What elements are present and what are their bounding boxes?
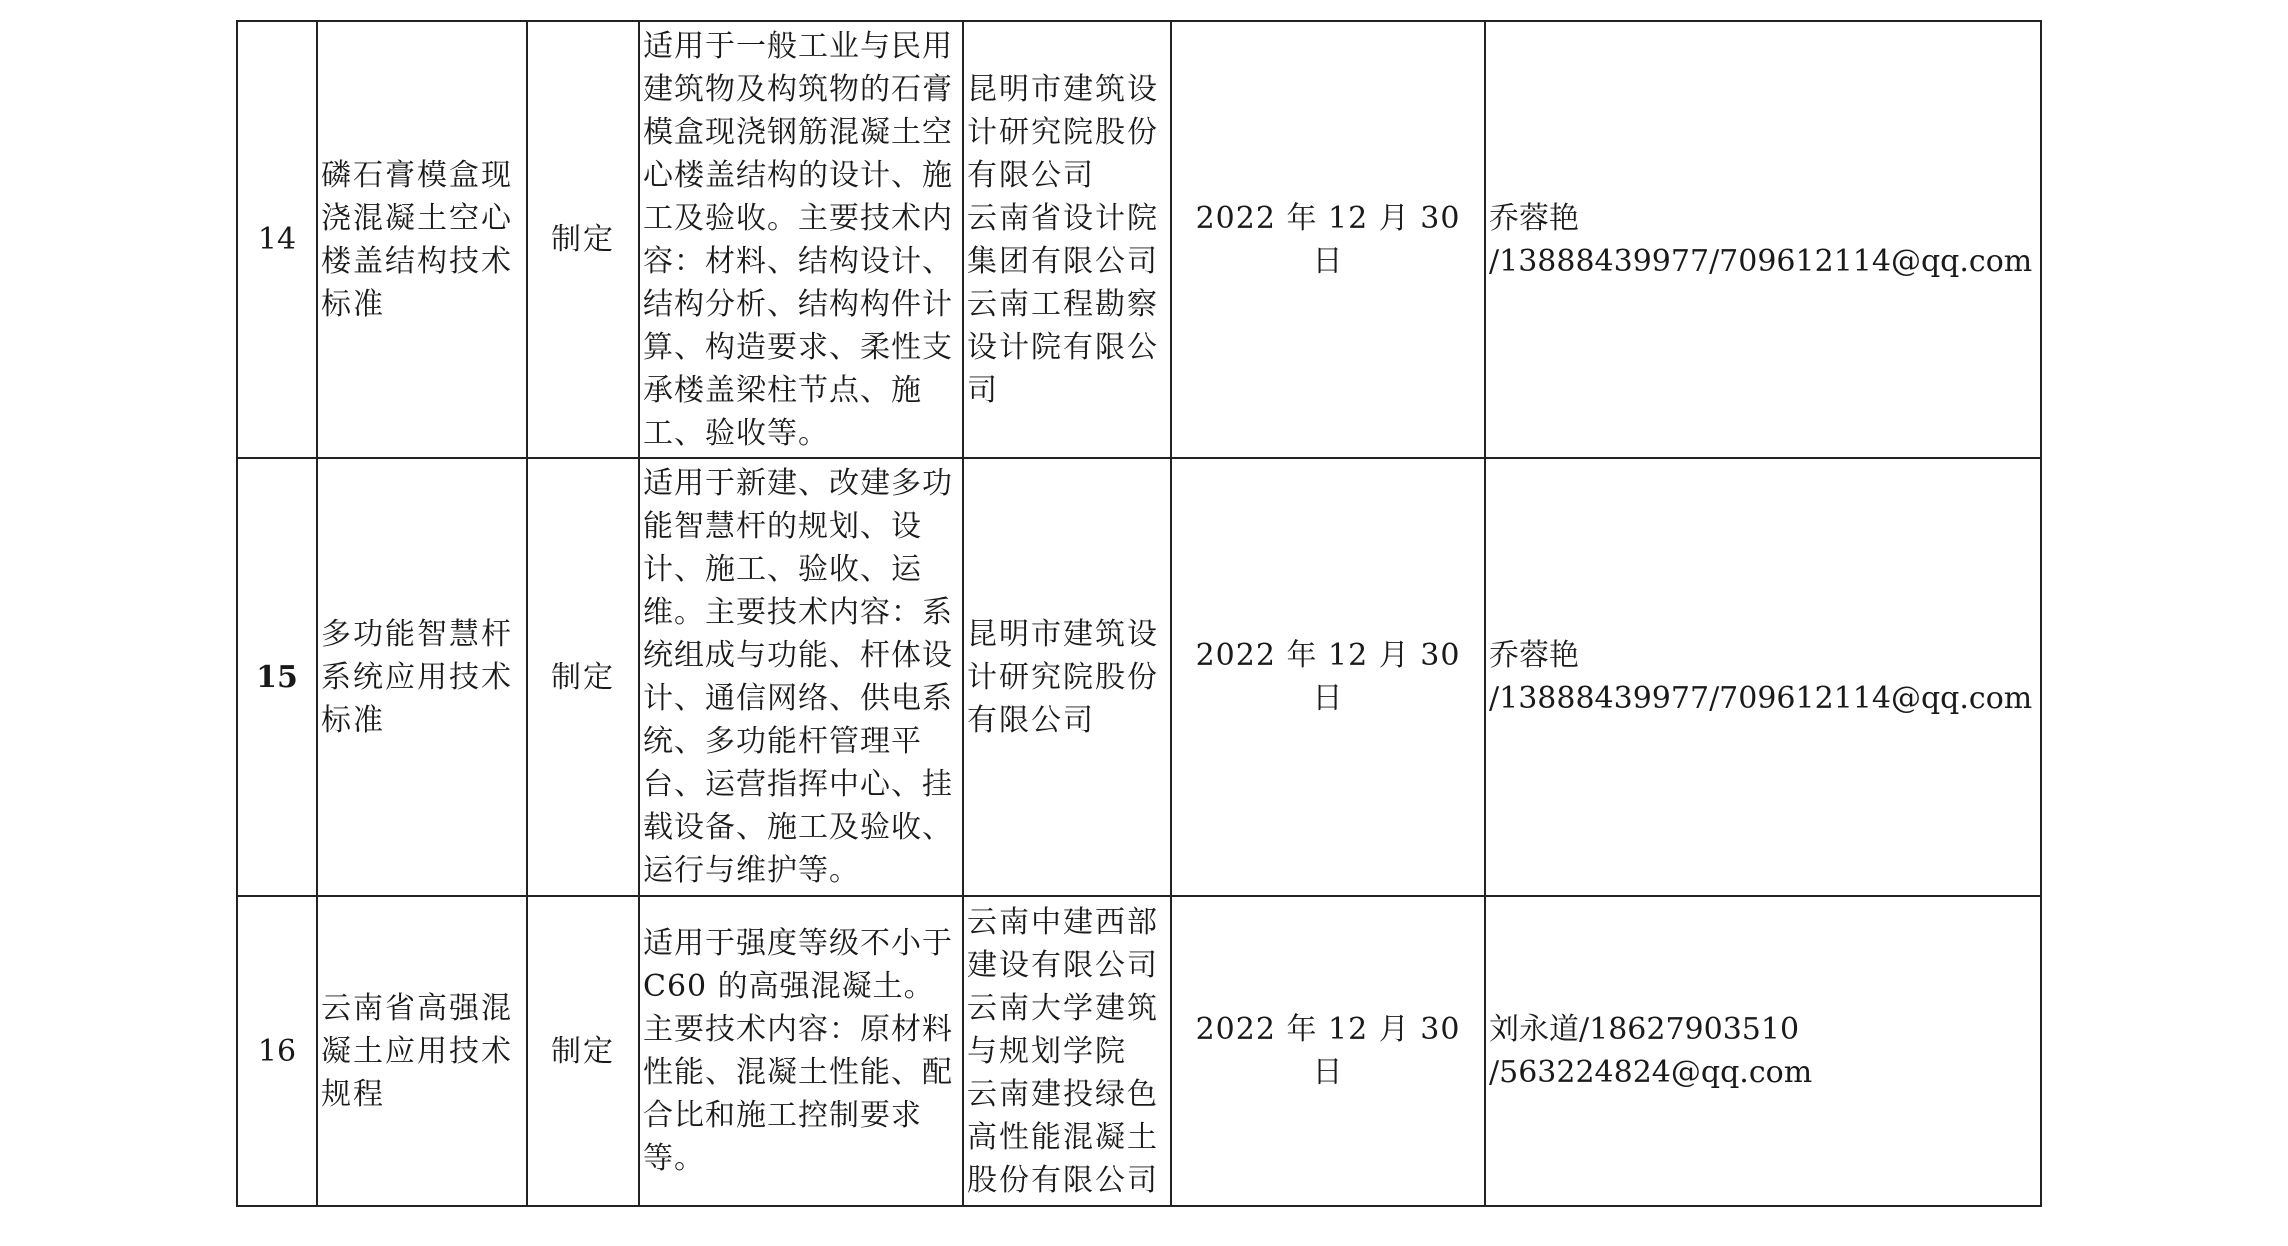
drafting-unit: 云南建投绿色高性能混凝土股份有限公司: [967, 1076, 1159, 1198]
drafting-unit: 云南中建西部建设有限公司: [967, 904, 1159, 983]
contact-info: [1485, 21, 2041, 458]
completion-date: 2022 年 12 月 30 日: [1171, 458, 1485, 896]
completion-date: 2022 年 12 月 30 日: [1171, 896, 1485, 1206]
drafting-unit: 云南工程勘察设计院有限公司: [967, 286, 1159, 408]
scope-description: 适用于强度等级不小于 C60 的高强混凝土。主要技术内容：原材料性能、混凝土性能、配合比和施工控制要求等。: [639, 896, 963, 1206]
work-type: 制定: [527, 21, 639, 458]
contact-info: [1485, 896, 2041, 1206]
drafting-unit: 昆明市建筑设计研究院股份有限公司: [967, 616, 1159, 738]
drafting-units: [963, 896, 1171, 1206]
drafting-unit: 昆明市建筑设计研究院股份有限公司: [967, 71, 1159, 193]
row-number: 15: [237, 458, 317, 896]
contact-person: 刘永道/18627903510: [1489, 1012, 1800, 1047]
standards-table: [236, 20, 2042, 1207]
completion-date: 2022 年 12 月 30 日: [1171, 21, 1485, 458]
table-row: [237, 896, 2041, 1206]
row-number: 14: [237, 21, 317, 458]
standard-name: 多功能智慧杆系统应用技术标准: [317, 458, 527, 896]
standard-name: 云南省高强混凝土应用技术规程: [317, 896, 527, 1206]
contact-phone-email: /13888439977/709612114@qq.com: [1489, 681, 2033, 716]
drafting-units: [963, 21, 1171, 458]
standard-name: 磷石膏模盒现浇混凝土空心楼盖结构技术标准: [317, 21, 527, 458]
scope-description: 适用于新建、改建多功能智慧杆的规划、设计、施工、验收、运维。主要技术内容：系统组成与功能、杆体设计、通信网络、供电系统、多功能杆管理平台、运营指挥中心、挂载设备、施工及验收、运行与维护等。: [639, 458, 963, 896]
contact-person: 乔蓉艳: [1489, 638, 1579, 673]
work-type: 制定: [527, 458, 639, 896]
work-type: 制定: [527, 896, 639, 1206]
drafting-unit: 云南省设计院集团有限公司: [967, 200, 1159, 279]
contact-phone-email: /563224824@qq.com: [1489, 1055, 1813, 1090]
contact-info: [1485, 458, 2041, 896]
drafting-units: [963, 458, 1171, 896]
row-number: 16: [237, 896, 317, 1206]
table-row: [237, 21, 2041, 458]
contact-person: 乔蓉艳: [1489, 200, 1579, 236]
table-row: [237, 458, 2041, 896]
contact-phone-email: /13888439977/709612114@qq.com: [1489, 243, 2033, 279]
drafting-unit: 云南大学建筑与规划学院: [967, 990, 1159, 1069]
scope-description: 适用于一般工业与民用建筑物及构筑物的石膏模盒现浇钢筋混凝土空心楼盖结构的设计、施工及验收。主要技术内容：材料、结构设计、结构分析、结构构件计算、构造要求、柔性支承楼盖梁柱节点、施工、验收等。: [639, 21, 963, 458]
